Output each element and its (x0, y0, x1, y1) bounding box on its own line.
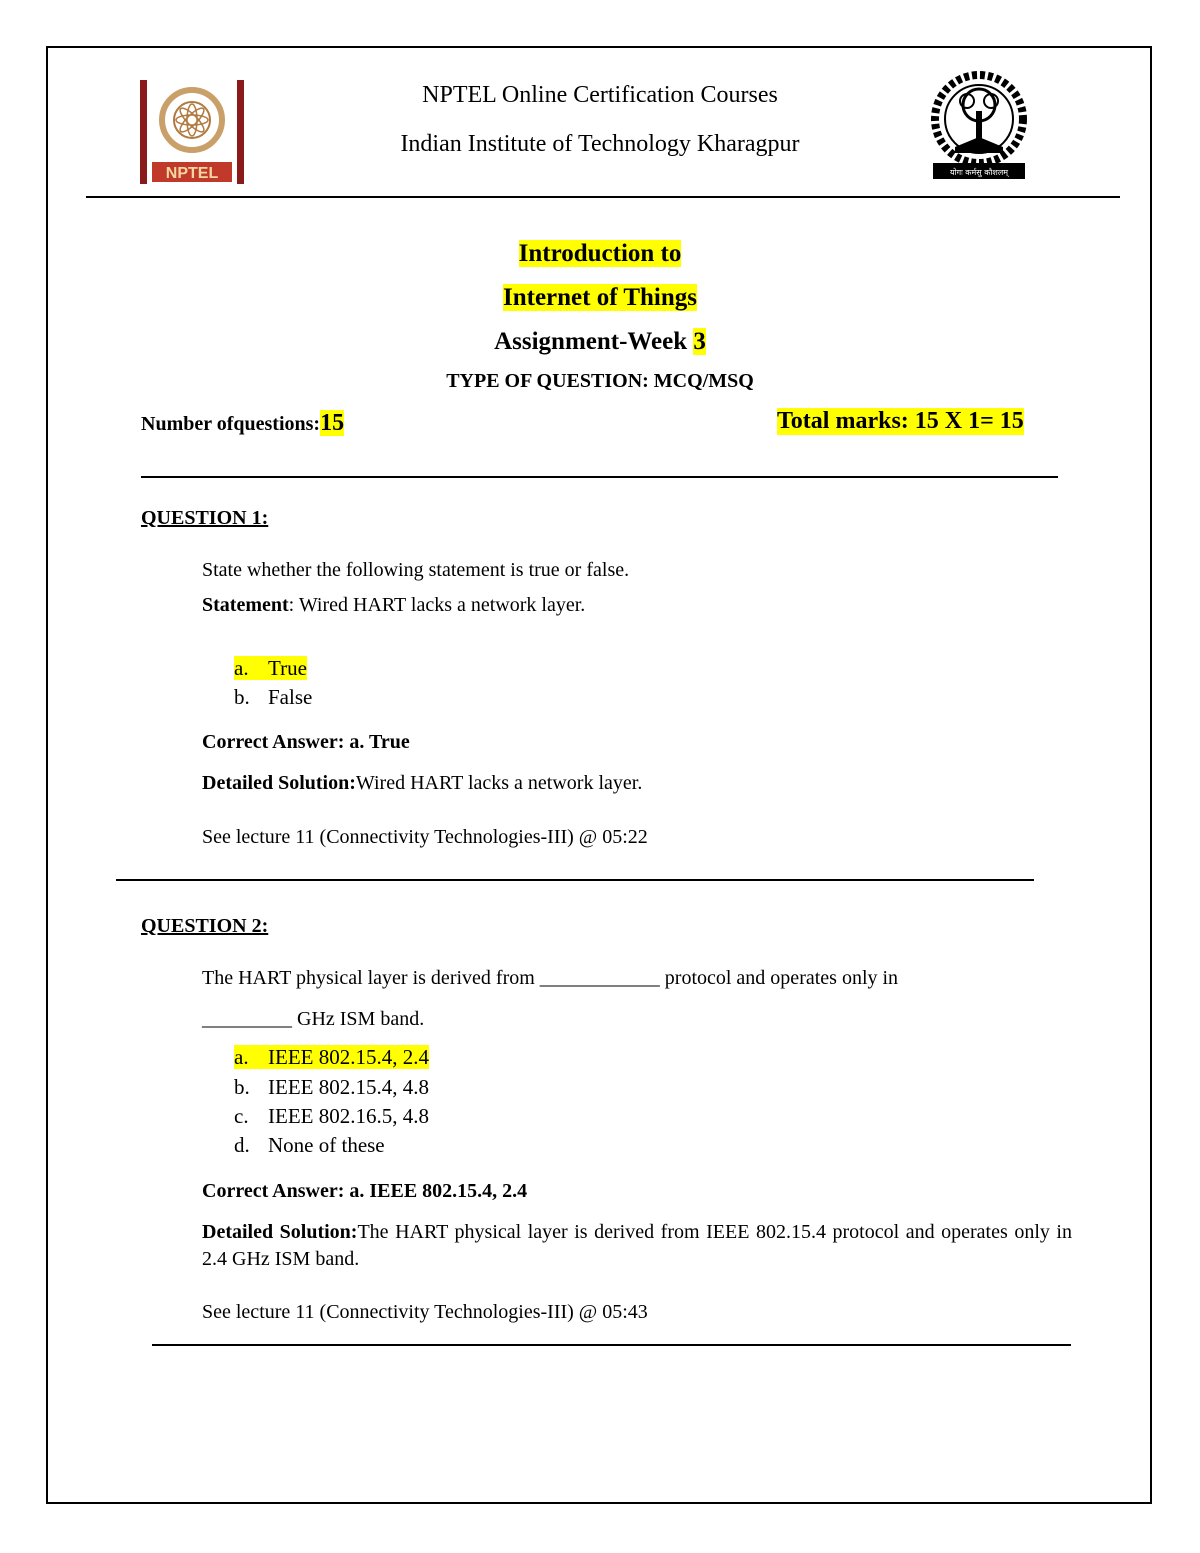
question-2-option-b: b. IEEE 802.15.4, 4.8 (234, 1075, 429, 1099)
iit-kharagpur-logo (927, 71, 1031, 183)
question-2-prompt-line1: The HART physical layer is derived from ____________ protocol and operates only in (202, 967, 899, 989)
question-1-option-a: a. True (234, 656, 307, 680)
number-of-questions-value: 15 (320, 410, 345, 436)
week-number: 3 (693, 328, 706, 355)
question-2-reference: See lecture 11 (Connectivity Technologies-III) @ 05:43 (202, 1301, 648, 1323)
question-1-answer: Correct Answer: a. True (202, 731, 410, 753)
question-2-option-a: a. IEEE 802.15.4, 2.4 (234, 1045, 429, 1069)
question-1-rule (116, 879, 1034, 881)
header-line1: NPTEL Online Certification Courses (422, 82, 778, 108)
question-1-reference: See lecture 11 (Connectivity Technologies-III) @ 05:22 (202, 826, 648, 848)
question-2-solution: Detailed Solution:The HART physical layer is derived from IEEE 802.15.4 protocol and operates only in 2.4 GHz ISM band. (202, 1221, 1072, 1270)
question-1-solution: Detailed Solution:Wired HART lacks a network layer. (202, 772, 643, 794)
question-2-prompt-line2: _________ GHz ISM band. (202, 1008, 425, 1030)
question-2-option-c: c. IEEE 802.16.5, 4.8 (234, 1104, 429, 1128)
number-of-questions: Number ofquestions:15 (141, 410, 345, 436)
total-marks: Total marks: 15 X 1= 15 (777, 408, 1024, 434)
course-title-line2: Internet of Things (502, 284, 697, 311)
nptel-logo (140, 80, 244, 184)
question-2-rule (152, 1344, 1071, 1346)
nptel-logo-text: NPTEL (165, 165, 219, 182)
question-1-prompt: State whether the following statement is true or false. (202, 559, 630, 581)
section-rule (141, 476, 1058, 478)
header-rule (86, 196, 1120, 198)
question-1-heading: QUESTION 1: (141, 507, 269, 529)
question-2-heading: QUESTION 2: (141, 915, 269, 937)
header-line2: Indian Institute of Technology Kharagpur (400, 131, 800, 157)
course-title-line1: Introduction to (518, 240, 682, 267)
iit-motto: योगः कर्मसु कौशलम् (949, 168, 1009, 177)
question-2-answer: Correct Answer: a. IEEE 802.15.4, 2.4 (202, 1180, 528, 1202)
assignment-title: Assignment-Week 3 (494, 328, 706, 355)
question-1-option-b: b. False (234, 685, 313, 709)
question-type: TYPE OF QUESTION: MCQ/MSQ (446, 370, 754, 392)
question-2-option-d: d. None of these (234, 1133, 385, 1157)
question-1-statement: Statement: Wired HART lacks a network layer. (202, 594, 586, 616)
